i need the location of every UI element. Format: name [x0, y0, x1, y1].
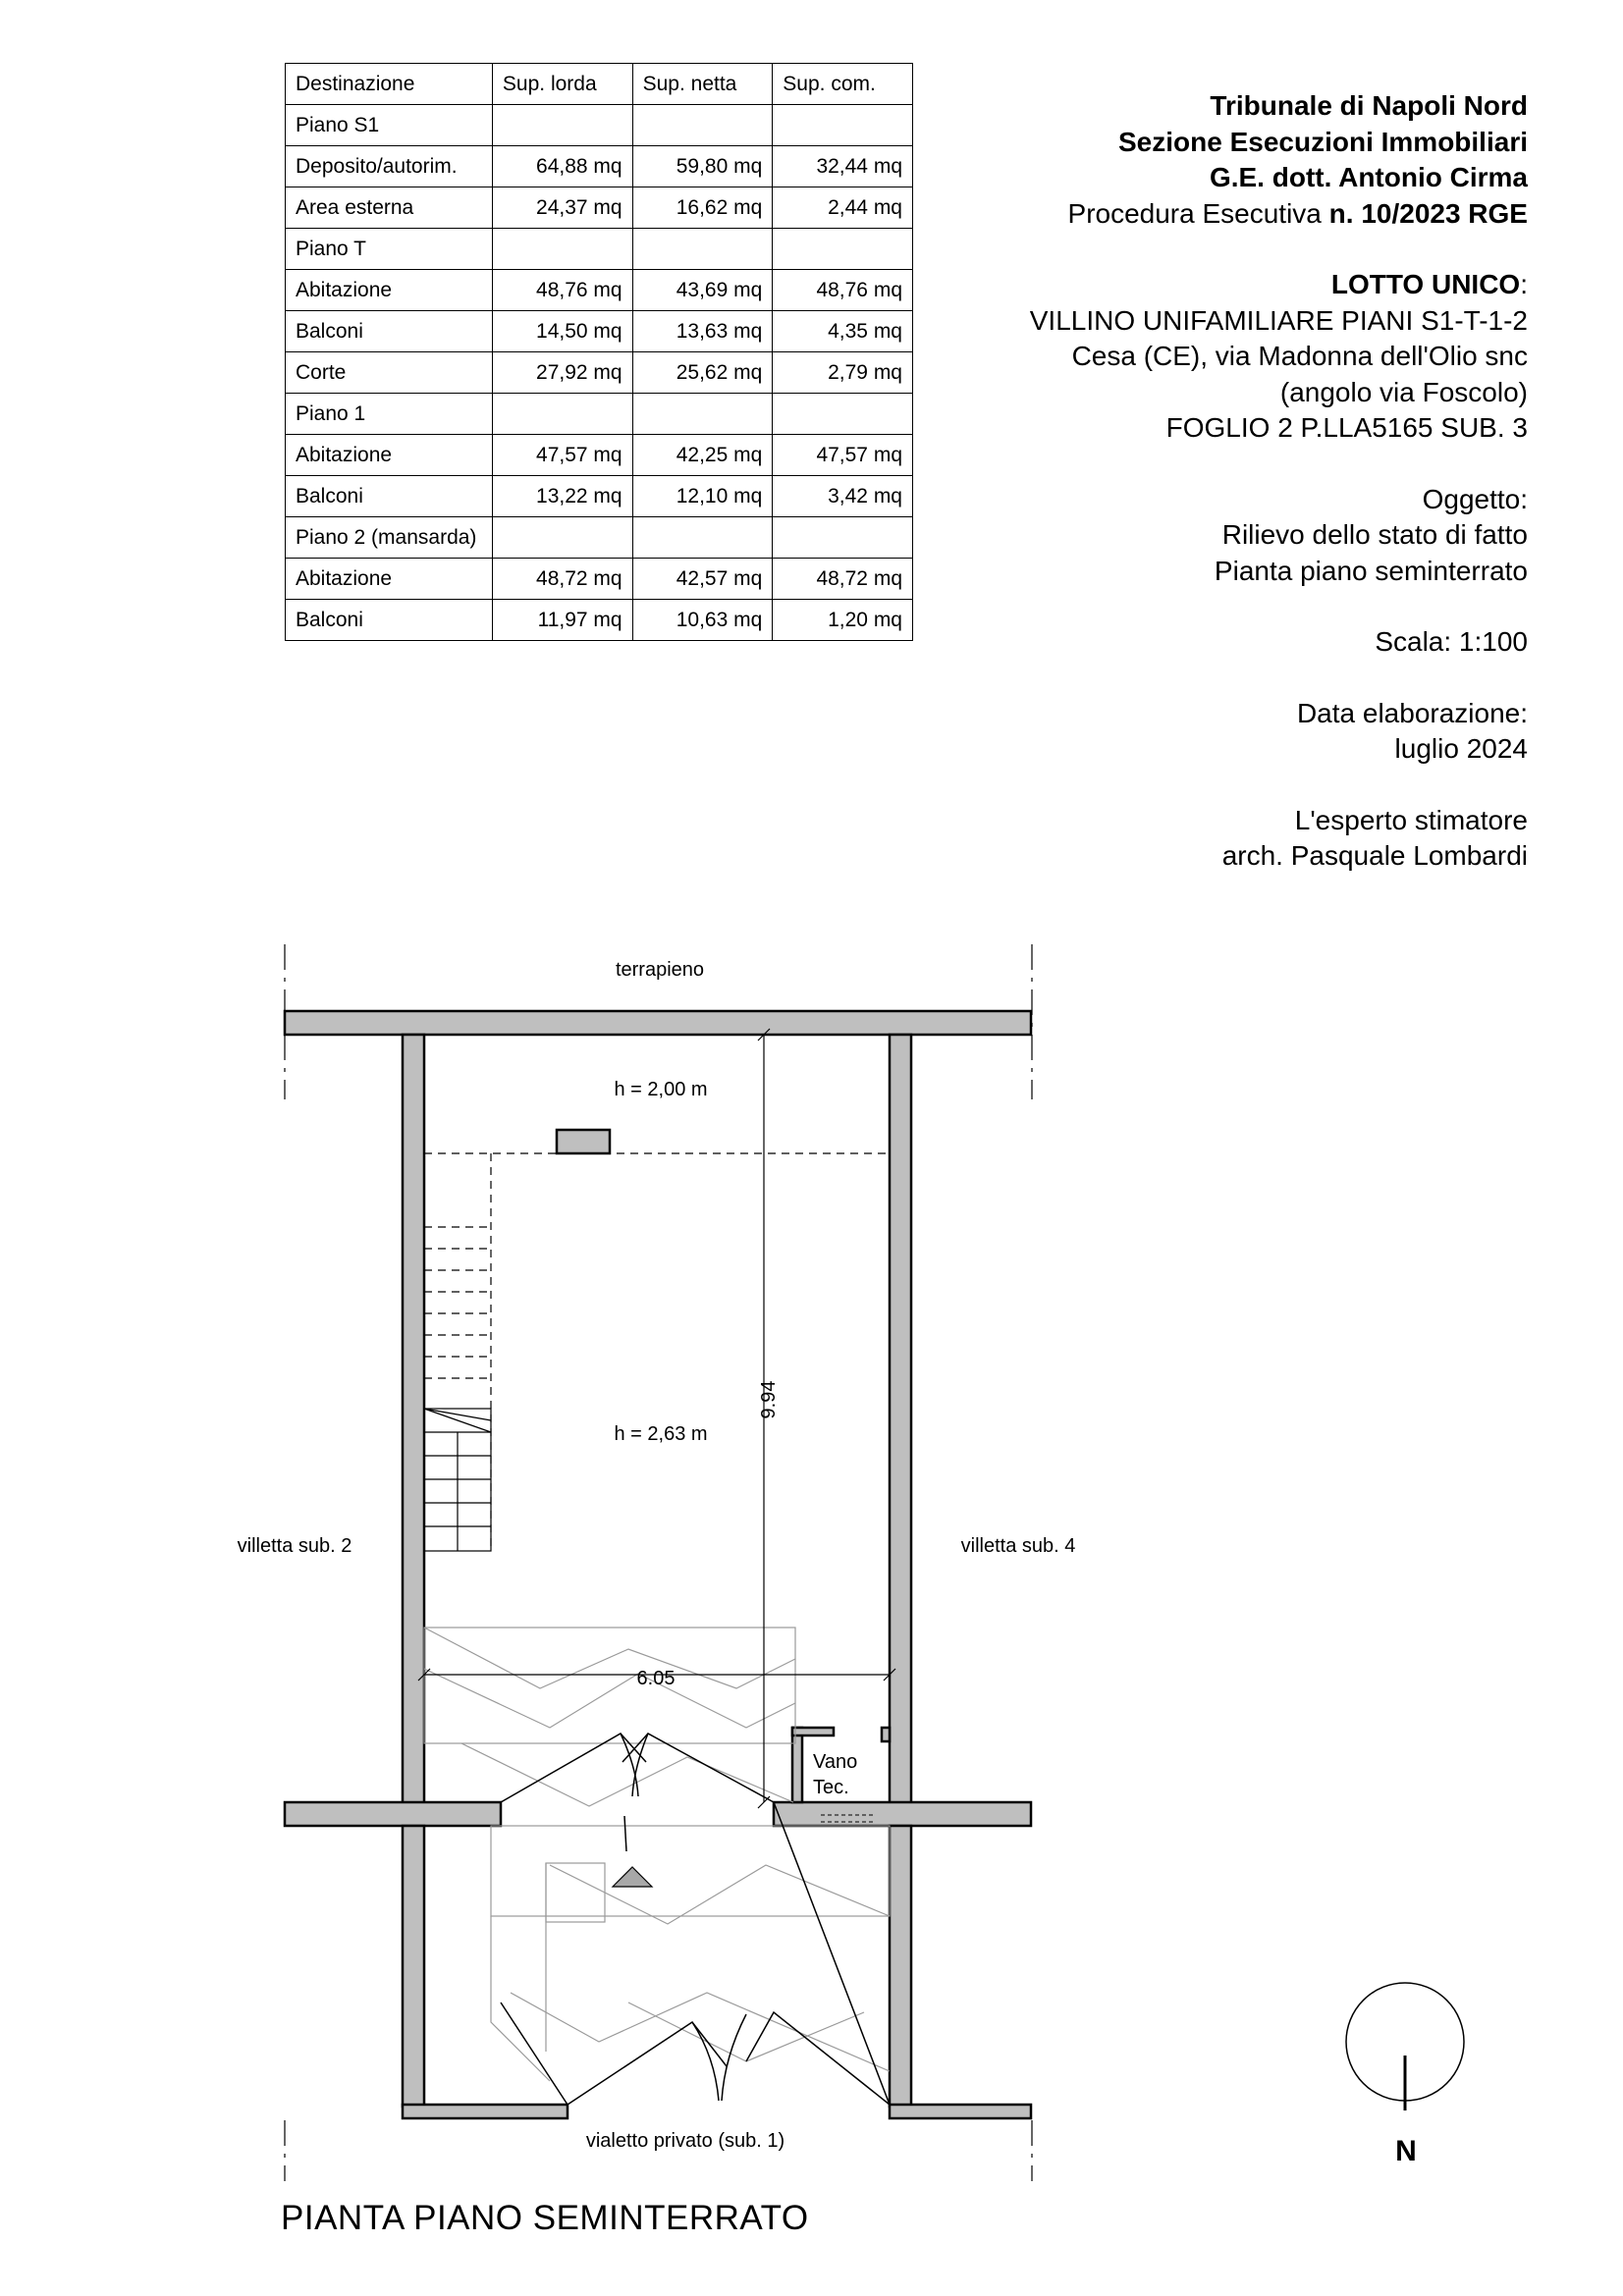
subject-label: Oggetto:: [1422, 483, 1528, 514]
label-vialetto: vialetto privato (sub. 1): [585, 2130, 785, 2152]
cell-sup-com: 47,57 mq: [773, 435, 913, 476]
dimension-lines: [418, 1029, 895, 1808]
dimension-horizontal: 6.05: [636, 1668, 676, 1689]
cell-sup-netta: 42,25 mq: [632, 435, 773, 476]
expert-name: arch. Pasquale Lombardi: [1221, 840, 1528, 871]
label-villetta-sub-2: villetta sub. 2: [237, 1535, 352, 1557]
court-name: Tribunale di Napoli Nord: [1210, 90, 1528, 121]
cell-destinazione: Abitazione: [286, 270, 493, 311]
header-sup-netta: Sup. netta: [632, 64, 773, 105]
cell-destinazione: Abitazione: [286, 559, 493, 600]
cell-sup-lorda: 14,50 mq: [492, 311, 632, 352]
chimney-block: [557, 1130, 610, 1153]
cell-destinazione: Corte: [286, 352, 493, 394]
expert-label: L'esperto stimatore: [1294, 804, 1528, 835]
label-tec: Tec.: [813, 1777, 849, 1798]
tech-room-jamb: [882, 1728, 890, 1741]
subject-line-2: Pianta piano seminterrato: [1214, 555, 1528, 586]
cell-sup-netta: 43,69 mq: [632, 270, 773, 311]
date-label: Data elaborazione:: [1296, 697, 1528, 728]
cell-sup-com: 1,20 mq: [773, 600, 913, 641]
cell-destinazione: Piano S1: [286, 105, 493, 146]
cell-sup-netta: 25,62 mq: [632, 352, 773, 394]
cell-sup-netta: 42,57 mq: [632, 559, 773, 600]
walls: [285, 1011, 1031, 2118]
north-label: N: [1395, 2135, 1417, 2167]
scale: Scala: 1:100: [1375, 626, 1528, 657]
cell-sup-netta: 12,10 mq: [632, 476, 773, 517]
property-address: Cesa (CE), via Madonna dell'Olio snc: [1071, 341, 1528, 371]
date-value: luglio 2024: [1394, 733, 1528, 764]
procedure-prefix: Procedura Esecutiva: [1067, 197, 1329, 229]
entry-arrow-icon: [613, 1867, 652, 1887]
dimension-vertical: 9.94: [758, 1380, 780, 1419]
cell-sup-netta: 16,62 mq: [632, 187, 773, 229]
label-height-upper: h = 2,00 m: [614, 1079, 708, 1100]
cell-sup-lorda: 11,97 mq: [492, 600, 632, 641]
lot-label: LOTTO UNICO: [1330, 269, 1521, 299]
lot-colon: :: [1520, 269, 1528, 299]
cell-destinazione: Balconi: [286, 476, 493, 517]
subject-line-1: Rilievo dello stato di fatto: [1221, 519, 1528, 550]
cell-destinazione: Balconi: [286, 311, 493, 352]
cell-sup-com: 48,72 mq: [773, 559, 913, 600]
tech-room-wall: [792, 1728, 802, 1802]
cell-sup-lorda: 48,72 mq: [492, 559, 632, 600]
door-swing-pattern: [424, 1628, 890, 2081]
cadastral-ref: FOGLIO 2 P.LLA5165 SUB. 3: [1165, 412, 1528, 443]
cell-sup-netta: 59,80 mq: [632, 146, 773, 187]
label-terrapieno: terrapieno: [615, 959, 705, 981]
cell-sup-com: 48,76 mq: [773, 270, 913, 311]
property-type: VILLINO UNIFAMILIARE PIANI S1-T-1-2: [1029, 304, 1528, 336]
cell-destinazione: Deposito/autorim.: [286, 146, 493, 187]
cell-destinazione: Balconi: [286, 600, 493, 641]
north-arrow-icon: [1346, 1983, 1464, 2110]
judge-name: G.E. dott. Antonio Cirma: [1209, 162, 1528, 192]
cell-sup-netta: 10,63 mq: [632, 600, 773, 641]
tech-room-wall-top: [792, 1728, 834, 1735]
cell-sup-lorda: 24,37 mq: [492, 187, 632, 229]
stair: [424, 1409, 491, 1551]
cell-sup-com: 2,44 mq: [773, 187, 913, 229]
cell-sup-lorda: 48,76 mq: [492, 270, 632, 311]
cell-sup-lorda: 13,22 mq: [492, 476, 632, 517]
ceiling-step-outline: [424, 1153, 890, 1551]
cell-destinazione: Piano 2 (mansarda): [286, 517, 493, 559]
label-height-main: h = 2,63 m: [614, 1423, 708, 1445]
property-address-note: (angolo via Foscolo): [1279, 376, 1528, 407]
cell-destinazione: Piano T: [286, 229, 493, 270]
lot-boundary-lines: [285, 944, 1032, 2181]
label-villetta-sub-4: villetta sub. 4: [960, 1535, 1076, 1557]
cell-destinazione: Piano 1: [286, 394, 493, 435]
cell-sup-lorda: 27,92 mq: [492, 352, 632, 394]
cell-sup-lorda: 47,57 mq: [492, 435, 632, 476]
cell-destinazione: Area esterna: [286, 187, 493, 229]
cell-sup-com: 2,79 mq: [773, 352, 913, 394]
header-sup-lorda: Sup. lorda: [492, 64, 632, 105]
cell-sup-com: 4,35 mq: [773, 311, 913, 352]
drawing-title: PIANTA PIANO SEMINTERRATO: [281, 2199, 809, 2237]
cell-destinazione: Abitazione: [286, 435, 493, 476]
label-vano: Vano: [813, 1751, 858, 1773]
header-sup-com: Sup. com.: [773, 64, 913, 105]
procedure-number: n. 10/2023 RGE: [1328, 197, 1528, 229]
cell-sup-com: 3,42 mq: [773, 476, 913, 517]
cell-sup-netta: 13,63 mq: [632, 311, 773, 352]
cell-sup-com: 32,44 mq: [773, 146, 913, 187]
header-destinazione: Destinazione: [286, 64, 493, 105]
cell-sup-lorda: 64,88 mq: [492, 146, 632, 187]
court-section: Sezione Esecuzioni Immobiliari: [1118, 126, 1528, 157]
